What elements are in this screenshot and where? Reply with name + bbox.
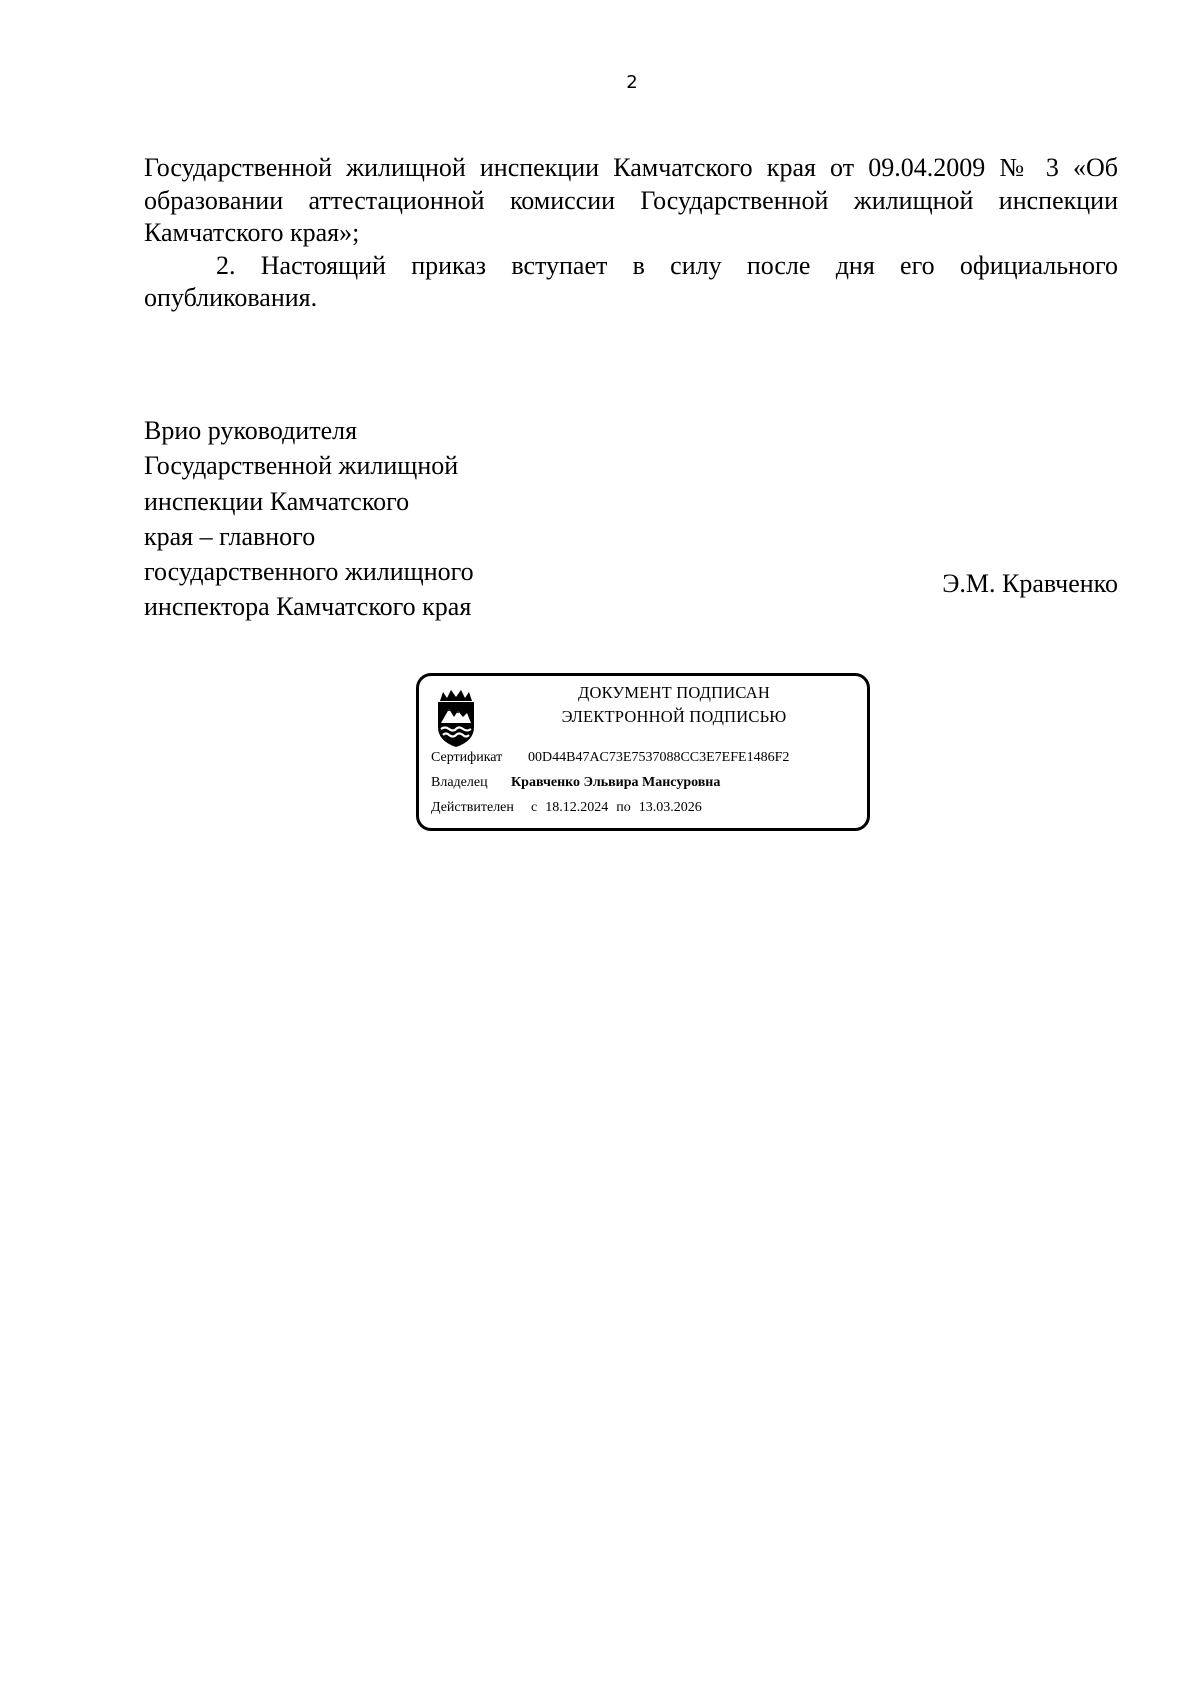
certificate-value: 00D44B47AC73E7537088CC3E7EFE1486F2 [528,750,790,765]
stamp-title-line-1: ДОКУМЕНТ ПОДПИСАН [578,683,770,702]
paragraph-2: 2. Настоящий приказ вступает в силу после дня его официального опубликования. [144,250,1118,312]
position-line: Государственной жилищной [144,451,459,481]
position-line: края – главного [144,521,316,551]
position-line: инспектора Камчатского края [144,592,472,622]
certificate-label: Сертификат [431,750,503,765]
page-number: 2 [626,72,638,93]
signatory-name: Э.М. Кравченко [942,569,1118,598]
valid-label: Действителен [431,800,514,815]
valid-to-prefix: по [616,800,631,815]
position-line: государственного жилищного [144,557,474,587]
paragraph-1-line-2: образовании аттестационной комиссии Государственной жилищной инспекции [144,185,1118,215]
valid-to-date: 13.03.2026 [638,800,702,815]
electronic-signature-stamp [416,673,870,831]
stamp-certificate-row [431,749,789,767]
owner-value: Кравченко Эльвира Мансуровна [511,775,721,790]
stamp-owner-row [431,774,720,792]
paragraph-1-line-3: Камчатского края»; [144,218,360,247]
kamchatka-coat-of-arms-icon [434,687,478,749]
position-line: Врио руководителя [144,416,358,445]
signatory-position [144,413,474,625]
stamp-title-line-2: ЭЛЕКТРОННОЙ ПОДПИСЬЮ [561,707,787,726]
document-body [144,152,1118,315]
paragraph-1-line-1: Государственной жилищной инспекции Камчатского края от 09.04.2009 № 3 «Об [144,153,1118,182]
valid-from-date: 18.12.2024 [545,800,609,815]
owner-label: Владелец [431,775,488,790]
position-line: инспекции Камчатского [144,486,410,516]
valid-from-prefix: с [531,800,538,815]
stamp-validity-row [431,799,702,817]
